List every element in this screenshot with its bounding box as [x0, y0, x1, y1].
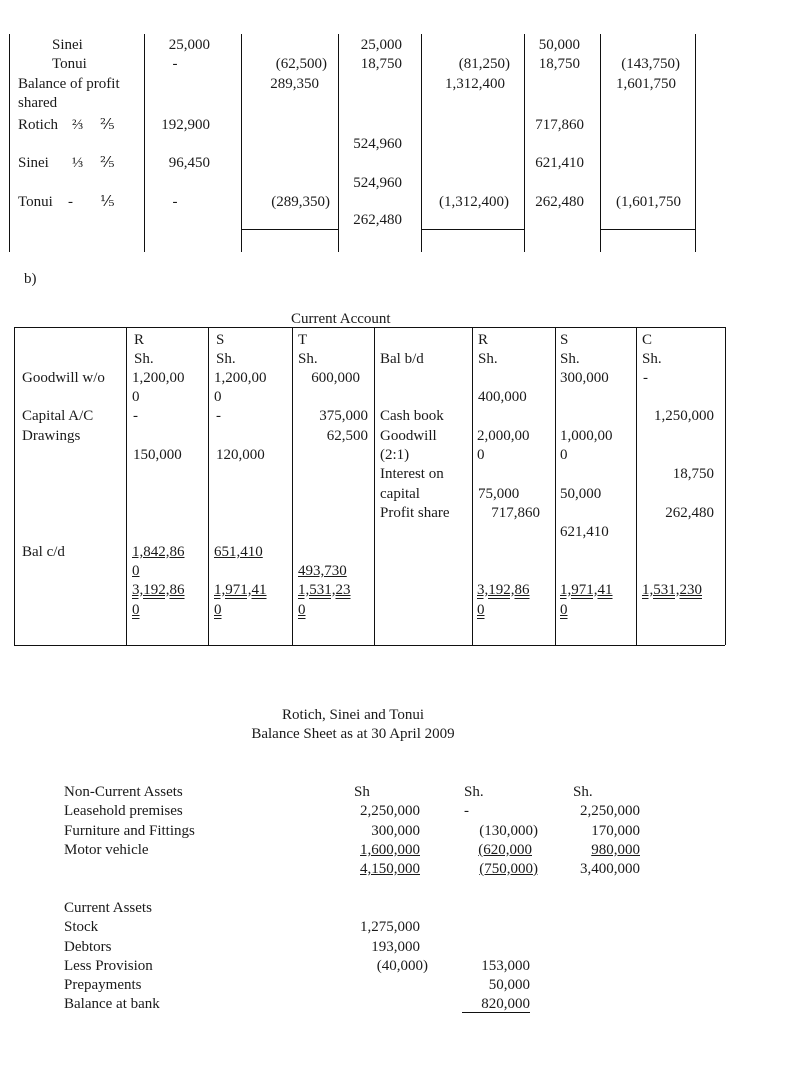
cell: (289,350) [271, 194, 330, 210]
cell: 1,275,000 [360, 919, 420, 935]
cell: 2,250,000 [580, 803, 640, 819]
bal-cd-label: Bal c/d [22, 544, 65, 560]
balance-sheet-subtitle: Balance Sheet as at 30 April 2009 [251, 726, 455, 742]
cell: (1,601,750 [616, 194, 681, 210]
goodwill-ratio-label: (2:1) [380, 447, 410, 463]
capital-label: Capital A/C [22, 408, 94, 424]
total-cell: 0 [214, 602, 222, 618]
ratio: - [68, 194, 73, 210]
cell: 524,960 [353, 175, 402, 191]
cell: - [643, 370, 648, 386]
cell: - [172, 56, 178, 72]
unit-label: Sh. [478, 351, 498, 367]
cell: 2,250,000 [360, 803, 420, 819]
unit-label: Sh. [642, 351, 662, 367]
ratio: ⅓ [72, 155, 84, 171]
cell: 1,842,86 [132, 544, 185, 560]
row-label-balance-profit: Balance of profit [18, 76, 120, 92]
cell: 50,000 [560, 486, 602, 502]
col-head-t: T [298, 332, 308, 348]
cell: 18,750 [672, 466, 714, 482]
cell: 192,900 [161, 117, 210, 133]
cell: 150,000 [133, 447, 182, 463]
cell: 50,000 [488, 977, 530, 993]
unit-label: Sh. [134, 351, 154, 367]
nca-row-label: Furniture and Fittings [64, 823, 195, 839]
cell: 820,000 [481, 996, 530, 1012]
cell: 1,200,00 [132, 370, 185, 386]
col-head-c-cr: C [642, 332, 653, 348]
ca-row-label: Stock [64, 919, 99, 935]
col-head-s: S [216, 332, 225, 348]
cell: 25,000 [360, 37, 402, 53]
cell: 50,000 [538, 37, 580, 53]
bal-bd-label: Bal b/d [380, 351, 424, 367]
balance-sheet-title: Rotich, Sinei and Tonui [281, 707, 424, 723]
cell: 1,000,00 [560, 428, 613, 444]
total-cell: 1,971,41 [214, 582, 267, 598]
cell: 153,000 [481, 958, 530, 974]
goodwill-label: Goodwill [380, 428, 437, 444]
cell: 2,000,00 [477, 428, 530, 444]
ca-heading: Current Assets [64, 900, 152, 916]
cell: 375,000 [319, 408, 368, 424]
cell: (620,000 [478, 842, 532, 858]
row-label-sinei-2: Sinei [18, 155, 49, 171]
col-head-r-cr: R [478, 332, 489, 348]
cell: 120,000 [216, 447, 265, 463]
col-head: Sh [354, 784, 370, 800]
cell: - [133, 408, 138, 424]
total-cell: 3,400,000 [580, 861, 640, 877]
cell: 524,960 [353, 136, 402, 152]
total-cell: 1,971,41 [560, 582, 613, 598]
cell: (81,250) [458, 56, 510, 72]
total-cell: 3,192,86 [477, 582, 530, 598]
cell: - [216, 408, 221, 424]
cell: 300,000 [371, 823, 420, 839]
cell: 300,000 [560, 370, 609, 386]
col-head-s-cr: S [560, 332, 569, 348]
unit-label: Sh. [298, 351, 318, 367]
cell: 262,480 [665, 505, 714, 521]
cell: (130,000) [479, 823, 538, 839]
ca-row-label: Balance at bank [64, 996, 160, 1012]
cell: 717,860 [535, 117, 584, 133]
cell: 0 [477, 447, 485, 463]
ca-row-label: Less Provision [64, 958, 153, 974]
total-cell: 1,531,23 [298, 582, 351, 598]
cell: 1,250,000 [654, 408, 714, 424]
col-head: Sh. [573, 784, 593, 800]
ratio: ⅖ [100, 155, 115, 171]
cell: 717,860 [491, 505, 540, 521]
nca-row-label: Leasehold premises [64, 803, 183, 819]
cell: (1,312,400) [439, 194, 509, 210]
total-cell: 4,150,000 [360, 861, 420, 877]
row-label-tonui-2: Tonui [18, 194, 53, 210]
total-cell: 0 [298, 602, 306, 618]
cell: 170,000 [591, 823, 640, 839]
goodwill-wo-label: Goodwill w/o [22, 370, 105, 386]
total-cell: 0 [477, 602, 485, 618]
col-head: Sh. [464, 784, 484, 800]
total-cell: 0 [560, 602, 568, 618]
cell: 600,000 [311, 370, 360, 386]
cell: (40,000) [376, 958, 428, 974]
row-label-shared: shared [18, 95, 58, 111]
section-label: b) [24, 271, 37, 287]
cell: 0 [214, 389, 222, 405]
ca-row-label: Prepayments [64, 977, 142, 993]
cell: 75,000 [478, 486, 520, 502]
cell: 0 [560, 447, 568, 463]
col-head-r: R [134, 332, 145, 348]
cell: 651,410 [214, 544, 263, 560]
ca-row-label: Debtors [64, 939, 112, 955]
cell: 493,730 [298, 563, 347, 579]
cell: 1,312,400 [445, 76, 505, 92]
cell: 621,410 [535, 155, 584, 171]
cell: 193,000 [371, 939, 420, 955]
cell: 621,410 [560, 524, 609, 540]
cash-book-label: Cash book [380, 408, 444, 424]
cell: 400,000 [478, 389, 527, 405]
cell: - [172, 194, 178, 210]
ratio: ⅔ [72, 117, 84, 133]
interest-label: Interest on [380, 466, 444, 482]
total-cell: 1,531,230 [642, 582, 702, 598]
cell: 1,200,00 [214, 370, 267, 386]
cell: 18,750 [360, 56, 402, 72]
ratio: ⅖ [100, 117, 115, 133]
total-cell: (750,000) [479, 861, 538, 877]
cell: 18,750 [538, 56, 580, 72]
profit-share-label: Profit share [380, 505, 450, 521]
cell: 1,601,750 [616, 76, 676, 92]
nca-row-label: Motor vehicle [64, 842, 149, 858]
cell: (62,500) [275, 56, 327, 72]
cell: 980,000 [591, 842, 640, 858]
total-cell: 0 [132, 602, 140, 618]
cell: (143,750) [621, 56, 680, 72]
interest-label-2: capital [380, 486, 420, 502]
cell: 1,600,000 [360, 842, 420, 858]
cell: 0 [132, 389, 140, 405]
row-label-rotich: Rotich [18, 117, 58, 133]
unit-label: Sh. [560, 351, 580, 367]
total-cell: 3,192,86 [132, 582, 185, 598]
ratio: ⅕ [100, 194, 115, 210]
nca-heading: Non-Current Assets [64, 784, 183, 800]
drawings-label: Drawings [22, 428, 81, 444]
cell: 0 [132, 563, 140, 579]
cell: 262,480 [535, 194, 584, 210]
cell: 25,000 [168, 37, 210, 53]
cell: 96,450 [168, 155, 210, 171]
current-account-title: Current Account [291, 311, 391, 327]
cell: 289,350 [270, 76, 319, 92]
unit-label: Sh. [216, 351, 236, 367]
row-label-tonui: Tonui [52, 56, 87, 72]
cell: 262,480 [353, 212, 402, 228]
row-label-sinei: Sinei [52, 37, 83, 53]
cell: - [464, 803, 469, 819]
cell: 62,500 [326, 428, 368, 444]
